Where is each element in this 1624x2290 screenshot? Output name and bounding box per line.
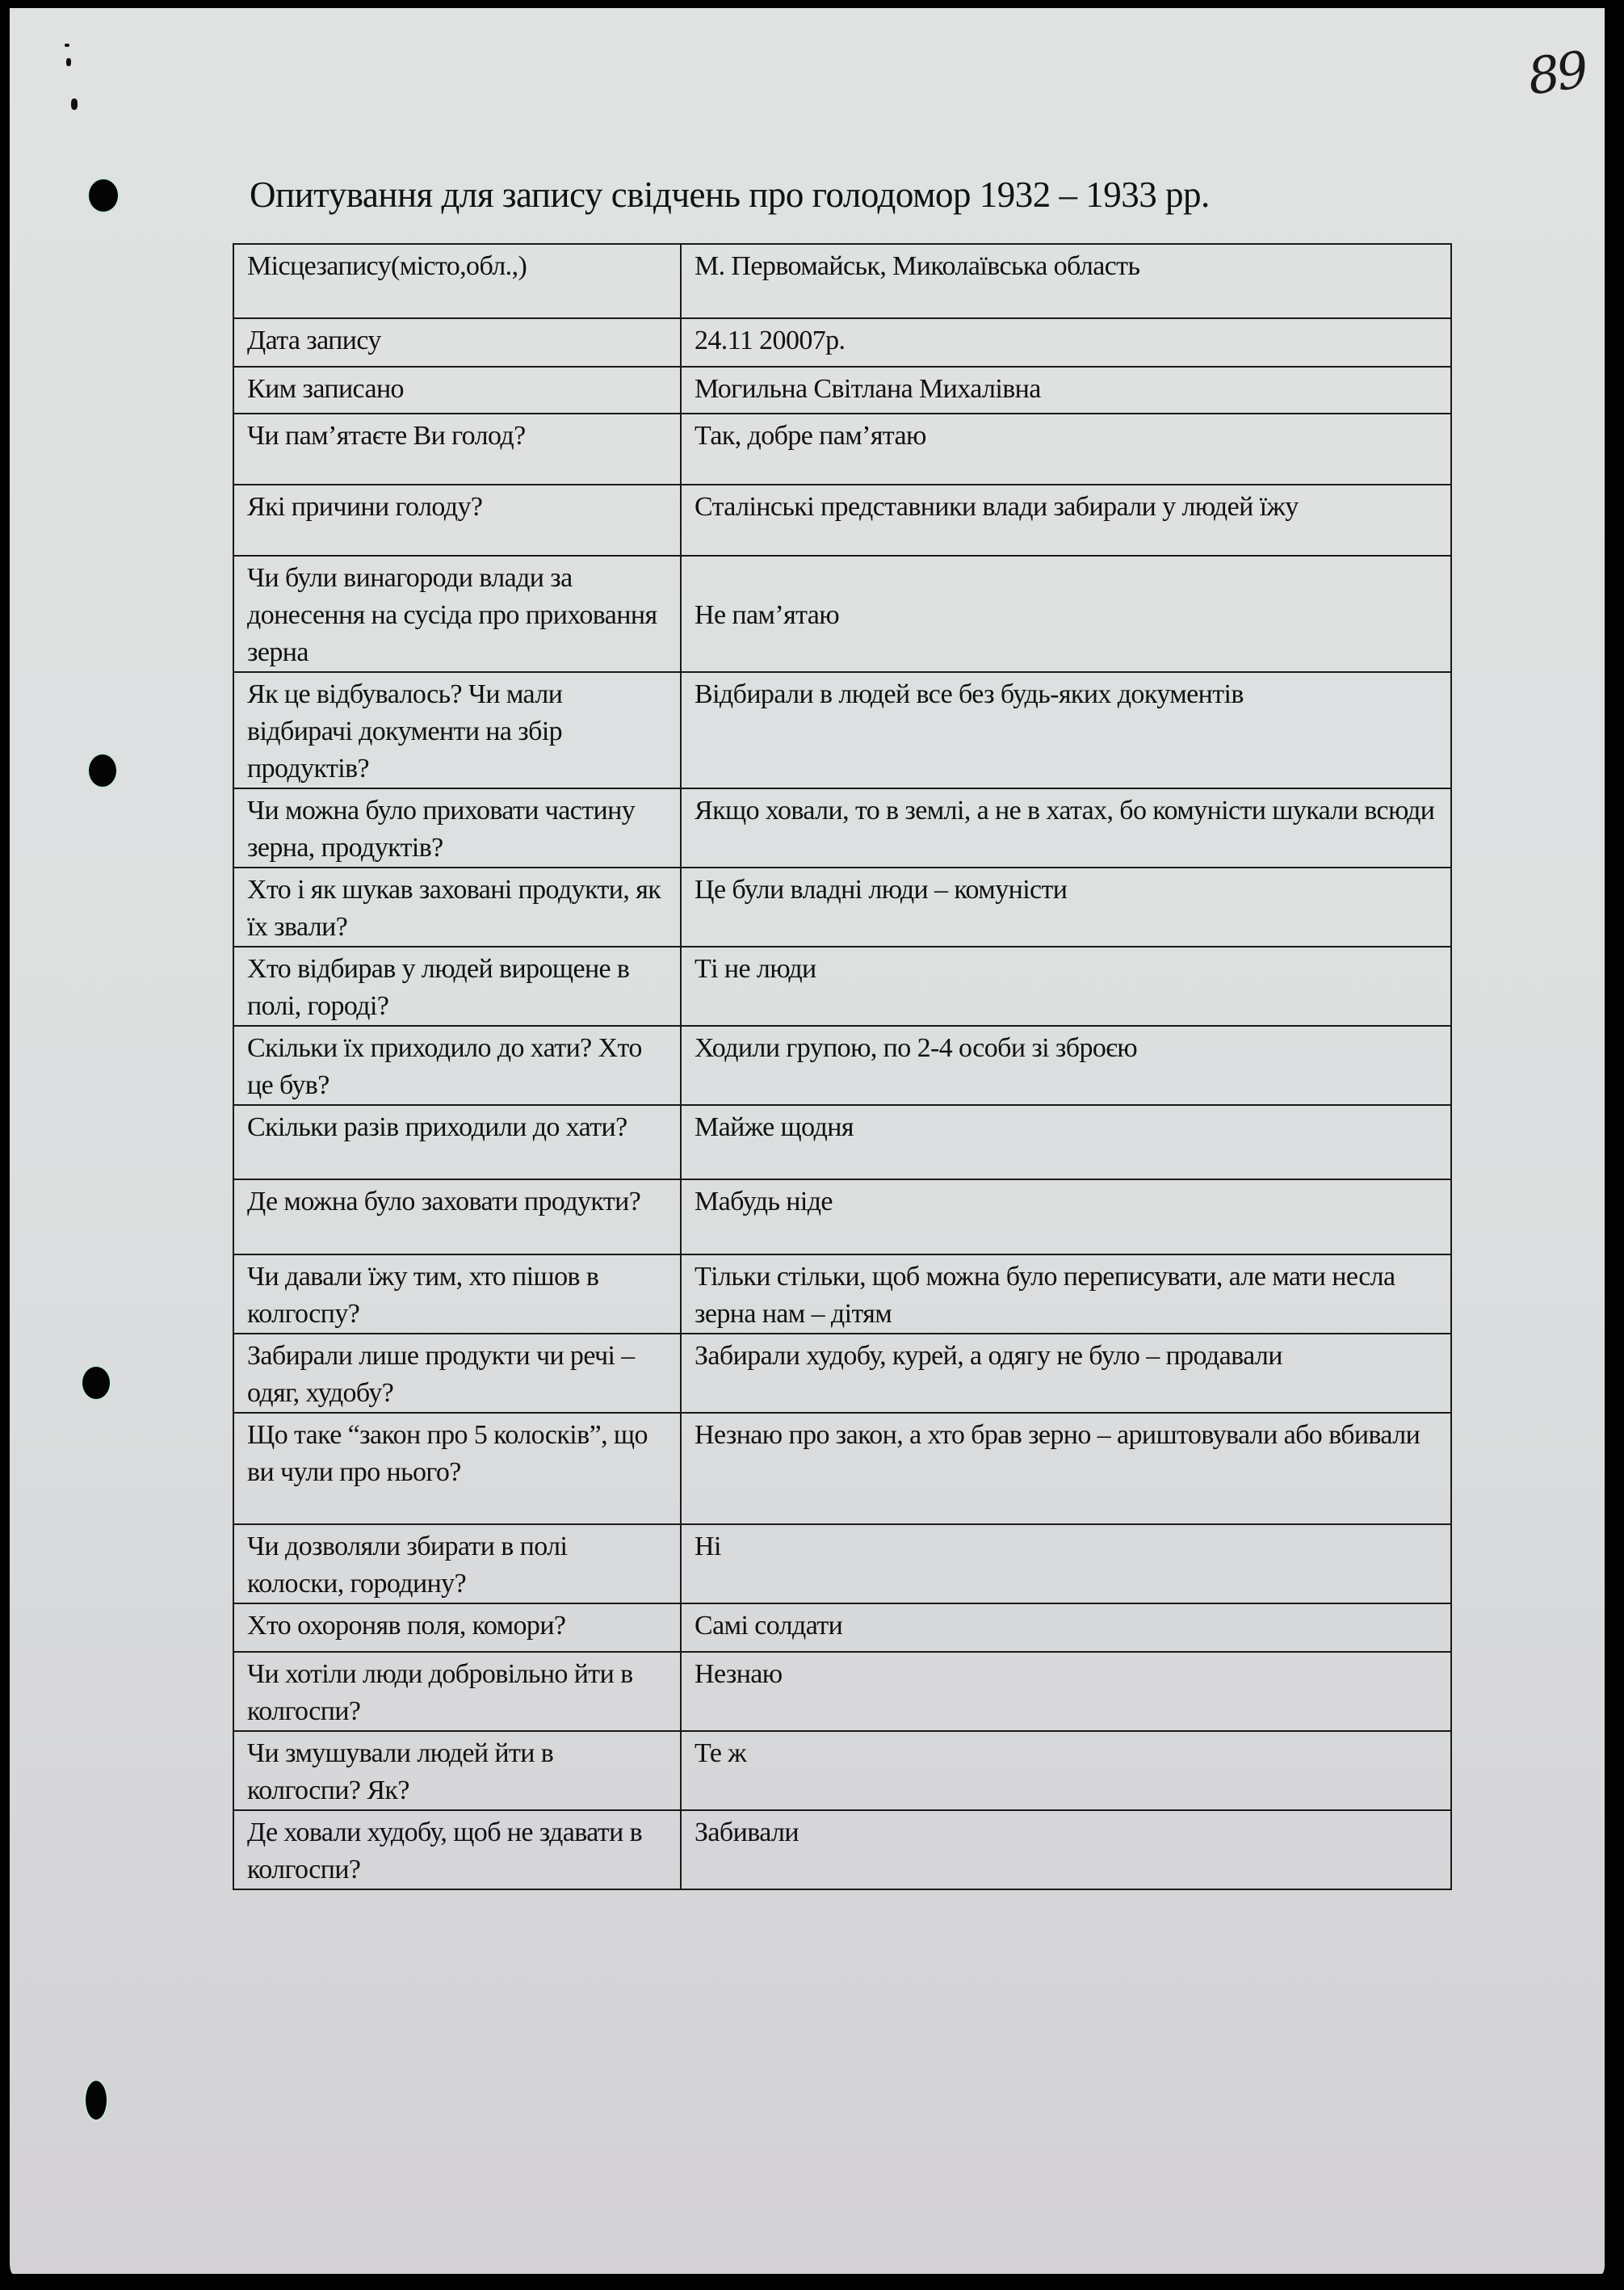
question-cell: Чи дозволяли збирати в полі колоски, городину? <box>233 1524 681 1603</box>
answer-cell: Не пам’ятаю <box>681 556 1451 672</box>
punch-mark <box>65 44 69 47</box>
answer-cell: Самі солдати <box>681 1603 1451 1652</box>
binder-hole <box>82 1367 110 1399</box>
table-row <box>233 1026 1451 1105</box>
binder-hole <box>86 2081 107 2120</box>
table-row <box>233 947 1451 1026</box>
table-row <box>233 1413 1451 1524</box>
question-cell: Чи хотіли люди добровільно йти в колгоспи? <box>233 1652 681 1731</box>
answer-cell: Ні <box>681 1524 1451 1603</box>
table-row <box>233 1179 1451 1254</box>
table-row <box>233 672 1451 788</box>
question-cell: Чи давали їжу тим, хто пішов в колгоспу? <box>233 1254 681 1334</box>
table-row <box>233 1810 1451 1889</box>
table-row <box>233 1254 1451 1334</box>
table-row <box>233 1652 1451 1731</box>
question-cell: Як це відбувалось? Чи мали відбирачі документи на збір продуктів? <box>233 672 681 788</box>
answer-cell: Забивали <box>681 1810 1451 1889</box>
question-cell: Де можна було заховати продукти? <box>233 1179 681 1254</box>
table-row <box>233 868 1451 947</box>
answer-cell: Те ж <box>681 1731 1451 1810</box>
question-cell: Скільки їх приходило до хати? Хто це був? <box>233 1026 681 1105</box>
answer-cell: Забирали худобу, курей, а одягу не було – продавали <box>681 1334 1451 1413</box>
table-row <box>233 367 1451 414</box>
question-cell: Хто і як шукав заховані продукти, як їх звали? <box>233 868 681 947</box>
table-row <box>233 485 1451 556</box>
table-row <box>233 414 1451 485</box>
question-cell: Хто охороняв поля, комори? <box>233 1603 681 1652</box>
question-cell: Дата запису <box>233 318 681 367</box>
question-cell: Ким записано <box>233 367 681 414</box>
survey-table <box>233 243 1452 1890</box>
answer-cell: Незнаю <box>681 1652 1451 1731</box>
question-cell: Скільки разів приходили до хати? <box>233 1105 681 1179</box>
document-title: Опитування для запису свідчень про голодомор 1932 – 1933 рр. <box>250 174 1210 215</box>
answer-cell: Тільки стільки, щоб можна було переписувати, але мати несла зерна нам – дітям <box>681 1254 1451 1334</box>
question-cell: Місцезапису(місто,обл.,) <box>233 244 681 318</box>
answer-cell: Сталінські представники влади забирали у людей їжу <box>681 485 1451 556</box>
table-row <box>233 244 1451 318</box>
answer-cell: Мабудь ніде <box>681 1179 1451 1254</box>
answer-cell: Відбирали в людей все без будь-яких документів <box>681 672 1451 788</box>
question-cell: Забирали лише продукти чи речі – одяг, худобу? <box>233 1334 681 1413</box>
answer-cell: Майже щодня <box>681 1105 1451 1179</box>
page-number: 89 <box>1524 40 1589 107</box>
question-cell: Чи пам’ятаєте Ви голод? <box>233 414 681 485</box>
table-row <box>233 1603 1451 1652</box>
table-row <box>233 788 1451 868</box>
answer-cell: Так, добре пам’ятаю <box>681 414 1451 485</box>
answer-cell: 24.11 20007р. <box>681 318 1451 367</box>
table-row <box>233 1105 1451 1179</box>
table-row <box>233 1524 1451 1603</box>
question-cell: Чи змушували людей йти в колгоспи? Як? <box>233 1731 681 1810</box>
answer-cell: Якщо ховали, то в землі, а не в хатах, бо комуністи шукали всюди <box>681 788 1451 868</box>
table-row <box>233 318 1451 367</box>
table-row <box>233 1731 1451 1810</box>
answer-cell: Це були владні люди – комуністи <box>681 868 1451 947</box>
question-cell: Де ховали худобу, щоб не здавати в колгоспи? <box>233 1810 681 1889</box>
answer-cell: М. Первомайськ, Миколаївська область <box>681 244 1451 318</box>
question-cell: Які причини голоду? <box>233 485 681 556</box>
answer-cell: Ходили групою, по 2-4 особи зі зброєю <box>681 1026 1451 1105</box>
punch-mark <box>71 99 78 110</box>
document-page <box>10 8 1605 2274</box>
punch-mark <box>66 58 71 66</box>
binder-hole <box>89 179 118 212</box>
answer-cell: Незнаю про закон, а хто брав зерно – ариштовували або вбивали <box>681 1413 1451 1524</box>
question-cell: Що таке “закон про 5 колосків”, що ви чули про нього? <box>233 1413 681 1524</box>
binder-hole <box>89 754 116 787</box>
question-cell: Хто відбирав у людей вирощене в полі, городі? <box>233 947 681 1026</box>
table-row <box>233 1334 1451 1413</box>
question-cell: Чи можна було приховати частину зерна, продуктів? <box>233 788 681 868</box>
table-row <box>233 556 1451 672</box>
answer-cell: Могильна Світлана Михалівна <box>681 367 1451 414</box>
question-cell: Чи були винагороди влади за донесення на сусіда про приховання зерна <box>233 556 681 672</box>
answer-cell: Ті не люди <box>681 947 1451 1026</box>
